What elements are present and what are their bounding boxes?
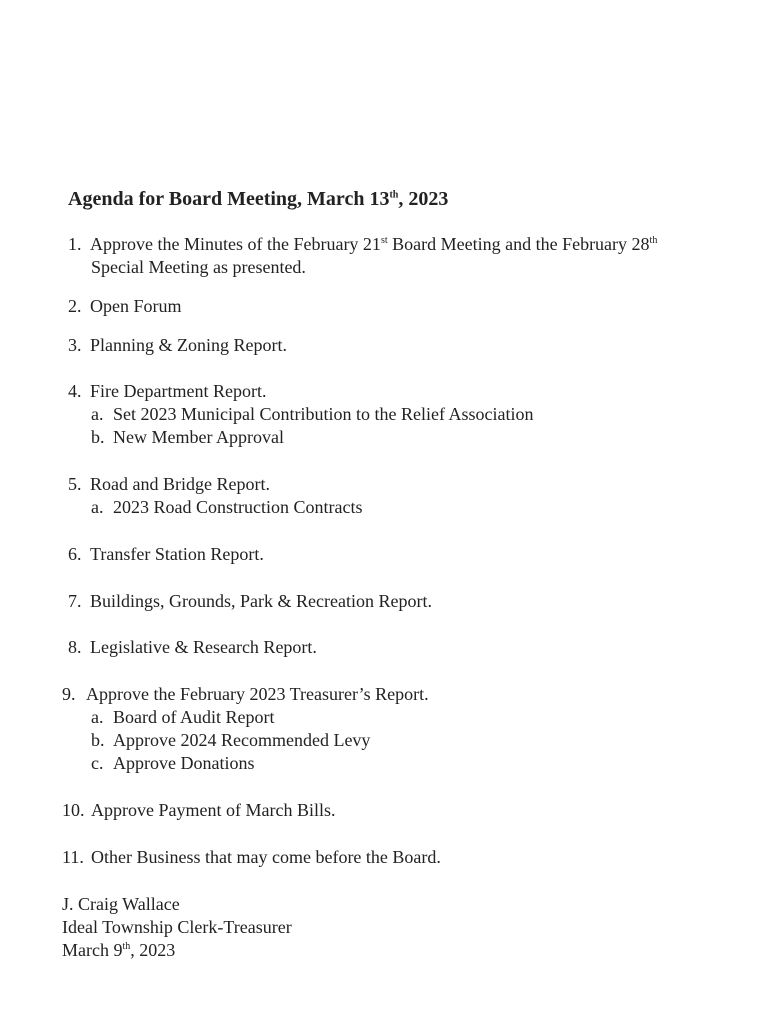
agenda-subitem-9a: a. Board of Audit Report — [91, 707, 275, 727]
agenda-item-8: 8. Legislative & Research Report. — [68, 637, 317, 657]
agenda-item-1-continuation: Special Meeting as presented. — [91, 257, 306, 277]
agenda-subitem-4b: b. New Member Approval — [91, 427, 284, 447]
agenda-subitem-9c: c. Approve Donations — [91, 753, 255, 773]
signature-role: Ideal Township Clerk-Treasurer — [62, 917, 292, 937]
agenda-item-7: 7. Buildings, Grounds, Park & Recreation Report. — [68, 591, 432, 611]
agenda-item-6: 6. Transfer Station Report. — [68, 544, 264, 564]
agenda-item-10: 10. Approve Payment of March Bills. — [62, 800, 336, 820]
signature-name: J. Craig Wallace — [62, 894, 180, 914]
agenda-item-3: 3. Planning & Zoning Report. — [68, 335, 287, 355]
agenda-item-4: 4. Fire Department Report. — [68, 381, 267, 401]
agenda-item-11: 11. Other Business that may come before the Board. — [62, 847, 441, 867]
agenda-subitem-4a: a. Set 2023 Municipal Contribution to the Relief Association — [91, 404, 534, 424]
agenda-item-1: 1. Approve the Minutes of the February 21st Board Meeting and the February 28th — [68, 234, 658, 254]
agenda-subitem-5a: a. 2023 Road Construction Contracts — [91, 497, 363, 517]
agenda-item-5: 5. Road and Bridge Report. — [68, 474, 270, 494]
agenda-item-9: 9. Approve the February 2023 Treasurer’s Report. — [62, 684, 429, 704]
page-title: Agenda for Board Meeting, March 13th, 2023 — [68, 188, 449, 210]
agenda-item-2: 2. Open Forum — [68, 296, 182, 316]
signature-date: March 9th, 2023 — [62, 940, 176, 960]
agenda-subitem-9b: b. Approve 2024 Recommended Levy — [91, 730, 371, 750]
